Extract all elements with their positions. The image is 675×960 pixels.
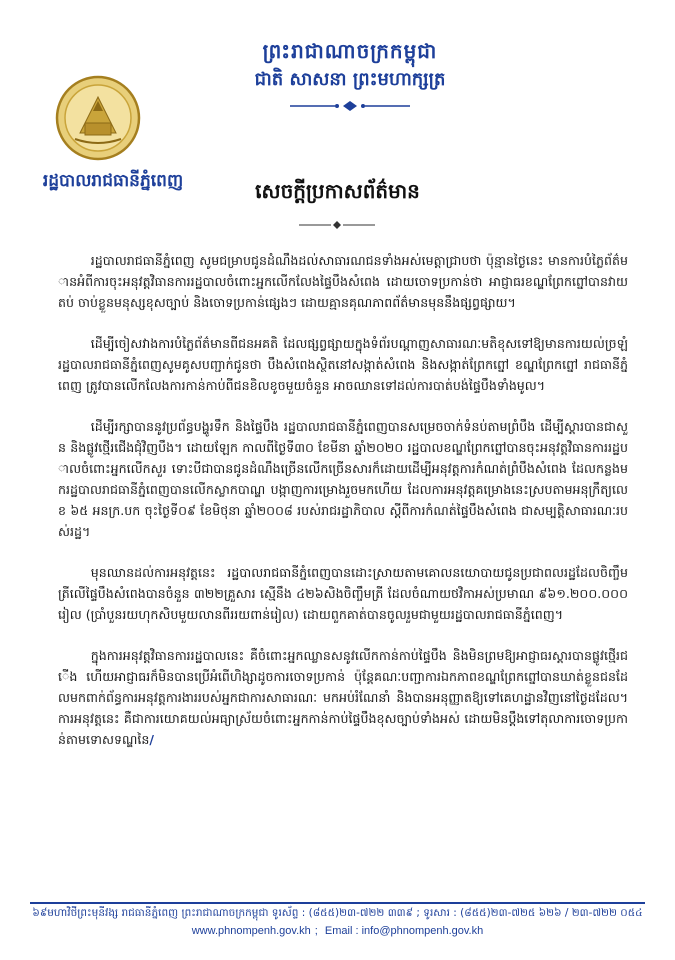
footer-contact: [30, 925, 645, 937]
title-ornament-icon: [297, 221, 377, 229]
paragraph: ដើម្បីចៀសវាងការបំភ្លៃព័ត៌មានពីជនអគតិ ដែលផ្សព្វផ្សាយក្នុងទំព័របណ្តាញសាធារណៈមតិខុសទៅឱ្យមានការយល់ច្រឡំ រដ្ឋបាលរាជធានីភ្នំពេញសូមគូសបញ្ជាក់ជូនថា បឹងសំពេងស្ថិតនៅសង្កាត់សំពេង និងសង្កាត់ព្រែកព្នៅ ខណ្ឌព្រែកព្នៅ រាជធានីភ្នំពេញ ត្រូវបានលើកលែងការកាន់កាប់ពីជនខិលខូចមួយចំនួន អាចឈានទៅដល់ការបាត់បង់ផ្ទៃបឹងទាំងមូល។: [58, 336, 628, 393]
document-title: សេចក្តីប្រកាសព័ត៌មាន: [255, 179, 420, 203]
footer-address: ៦៩មហាវិថីព្រះមុនីវង្ស រាជធានីភ្នំពេញ ព្រះរាជាណាចក្រកម្ពុជា ទូរស័ព្ទ : (៨៥៥)២៣-៧២២ ៣៣៩ ; ទូរសារ : (៨៥៥)២៣-៧២៥ ៦២៦ / ២៣-៧២២ ០៥៤: [32, 907, 643, 919]
footer-divider: [30, 902, 645, 904]
paragraph: ដើម្បីរក្សាបាននូវប្រព័ន្ធបង្ហូរទឹក និងផ្ទៃបឹង រដ្ឋបាលរាជធានីភ្នំពេញបានសម្រេចចាក់ទំនប់តាមព្រំបឹង ដើម្បីស្តារបានជាសួន និងផ្លូវថ្មើរជើងជុំវិញបឹង។ ដោយឡែក កាលពីថ្ងៃទី៣០ ខែមីនា ឆ្នាំ២០២០ រដ្ឋបាលខណ្ឌព្រែកព្នៅបានចុះអនុវត្តវិធានការរដ្ឋបាលចំពោះអ្នកលើកសួរ ទោះបីជាបានជូនដំណឹងច្រើនលើកច្រើនសារក៏ដោយដើម្បីអនុវត្តការកំណត់ព្រំបឹងសំពេង ដែលកន្លងមករដ្ឋបាលរាជធានីភ្នំពេញបានលើកស្លាកបាណ្ឌ បង្កាញការម្រោងរួចមកហើយ ដែលការអនុវត្តគម្រោងនេះស្របតាមអនុក្រឹត្យលេខ ៦៥ អនក្រ.បក ចុះថ្ងៃទី០៩ ខែមិថុនា ឆ្នាំ២០០៨ របស់រាជរដ្ឋាភិបាល ស្តីពីការកំណត់ផ្ទៃបឹងសំពេង ជាសម្បត្តិសាធារណៈរបស់រដ្ឋ។: [58, 419, 628, 539]
ornament-divider-icon: [285, 100, 415, 112]
footer-separator: ;: [314, 925, 318, 937]
letterhead: [200, 38, 500, 116]
city-emblem-logo: [55, 75, 141, 161]
email-link[interactable]: Email : info@phnompenh.gov.kh: [324, 925, 484, 937]
national-motto: ជាតិ សាសនា ព្រះមហាក្សត្រ: [254, 69, 446, 90]
paragraph: រដ្ឋបាលរាជធានីភ្នំពេញ សូមជម្រាបជូនដំណឹងដល់សាធារណជនទាំងអស់មេត្តាជ្រាបថា ប៉ុន្មានថ្ងៃនេះ មានការបំភ្លៃព័ត៌មានអំពីការចុះអនុវត្តវិធានការរដ្ឋបាលចំពោះអ្នកលើកលែងផ្ទៃបឹងសំពេង ដោយចោទប្រកាន់ថា អាជ្ញាធរខណ្ឌព្រែកព្នៅបានវាយតប់ ចាប់ខ្លួនមនុស្សខុសច្បាប់ និងចោទប្រកាន់ផ្សេងៗ ដោយគ្មានគុណភាពព័ត៌មានមុននឹងផ្សព្វផ្សាយ។: [58, 253, 628, 310]
paragraph-text: ក្នុងការអនុវត្តវិធានការរដ្ឋបាលនេះ គឺចំពោះអ្នកឈ្លានសនូវលើកកាន់កាប់ផ្ទៃបឹង និងមិនព្រមឱ្យអាជ្ញាធរស្តារបានផ្លូវថ្មើរជើង ហើយអាជ្ញាធរក៏មិនបានប្រើអំពើហិង្សាដូចការចោទប្រកាន់ ប៉ុន្តែគណៈបញ្ជាការឯកភាពខណ្ឌព្រែកព្នៅបានឃាត់ខ្លួនជនដែលមកពាក់ព័ន្ធការអនុវត្តការងាររបស់អ្នកជាការសាធារណៈ មកអប់រំណែនាំ និងបានអនុញ្ញាតឱ្យទៅគេហដ្ឋានវិញនៅថ្ងៃដដែល។ ការអនុវត្តនេះ គឺជាការយោគយល់អធ្យាស្រ័យចំពោះអ្នកកាន់កាប់ផ្ទៃបឹងខុសច្បាប់ទាំងអស់ ដោយមិនប្តឹងទៅតុលាការចោទប្រកាន់តាមទោសទណ្ឌនៃ: [58, 648, 628, 747]
continuation-mark: /: [149, 732, 154, 747]
kingdom-heading: ព្រះរាជាណាចក្រកម្ពុជា: [262, 39, 438, 63]
organization-name: រដ្ឋបាលរាជធានីភ្នំពេញ: [42, 171, 184, 191]
paragraph: [58, 645, 628, 750]
paragraph: មុនឈានដល់ការអនុវត្តនេះ រដ្ឋបាលរាជធានីភ្នំពេញបានដោះស្រាយតាមគោលនយោបាយជូនប្រជាពលរដ្ឋដែលចិញ្ចឹមត្រីលើផ្ទៃបឹងសំពេងបានចំនួន ៣២២គ្រួសារ ស្មើនឹង ៤២៦សិងចិញ្ចឹមត្រី ដែលចំណាយថវិកាអស់ប្រមាណ ៩៦១.២០០.០០០រៀល (ប្រាំបួនរយហុកសិបមួយលានពីររយពាន់រៀល) ដោយពួកគាត់បានចូលរួមជាមួយរដ្ឋបាលរាជធានីភ្នំពេញ។: [58, 565, 628, 622]
website-link[interactable]: www.phnompenh.gov.kh: [191, 925, 311, 937]
document-body: [58, 250, 628, 770]
